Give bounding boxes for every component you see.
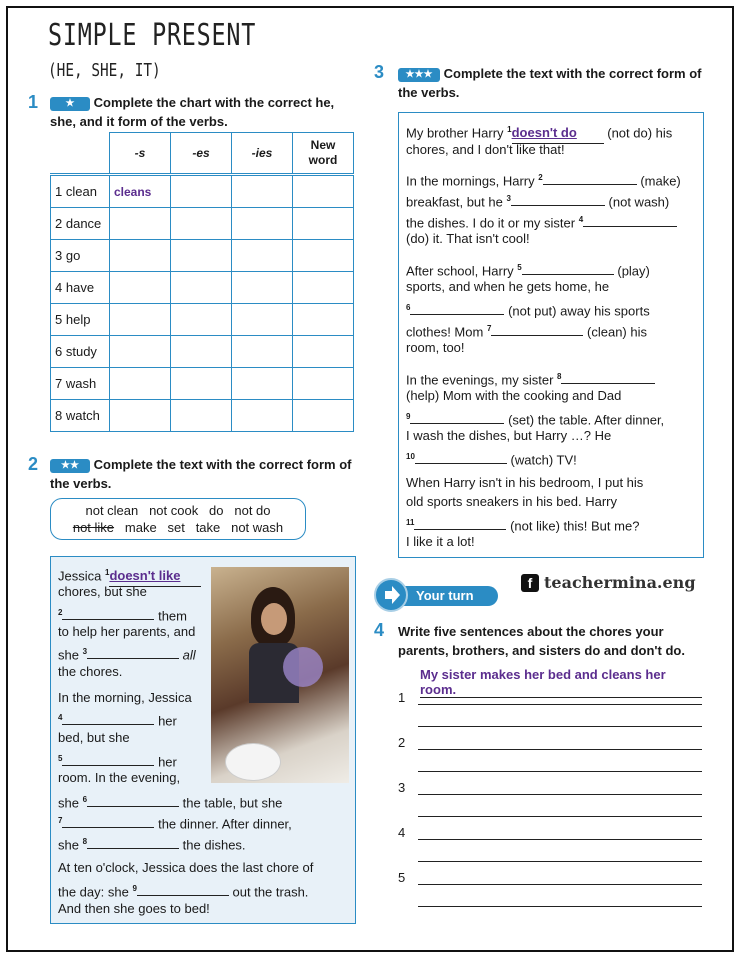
brand-watermark: teachermina.eng	[544, 573, 696, 592]
chart-answer-cell[interactable]	[293, 336, 354, 368]
ex4-line-number: 5	[398, 870, 406, 885]
chart-verb-cell	[51, 400, 110, 432]
word-box	[50, 498, 306, 540]
chart-answer-cell[interactable]	[110, 400, 171, 432]
ex3-text: My brother Harry	[406, 125, 504, 141]
ex4-example-answer: My sister makes her bed and cleans her room.	[420, 667, 702, 698]
ex3-line10: clothes! Mom $^7$ (clean) his	[406, 324, 647, 340]
chart-answer-cell[interactable]	[171, 336, 232, 368]
chart-answer-cell[interactable]	[110, 336, 171, 368]
ex3-text: (not like) this! But me?	[510, 518, 640, 534]
ex2-text: the day: she	[58, 884, 129, 900]
chart-answer-cell[interactable]	[232, 208, 293, 240]
ex4-writing-line[interactable]	[418, 839, 702, 840]
ex2-text: them	[158, 608, 187, 624]
ex2-line6: the chores.	[58, 664, 123, 679]
chart-row	[51, 400, 354, 432]
ex3-number: 3	[374, 62, 385, 82]
word-box-line2-wrap	[51, 519, 305, 536]
ex3-instruction-text: Complete the text with the correct form of the verbs.	[398, 66, 702, 100]
ex2-instruction-text: Complete the text with the correct form of the verbs.	[50, 457, 352, 491]
ex2-line10: $^5$ her	[58, 754, 177, 770]
ex2-line15: At ten o'clock, Jessica does the last chore of	[58, 860, 314, 875]
chart-row-number: 4	[55, 280, 63, 295]
ex3-blank-11[interactable]	[414, 529, 506, 530]
chart-answer-cell[interactable]	[232, 240, 293, 272]
ex3-example-answer: doesn't do	[512, 123, 604, 144]
ex4-writing-line[interactable]	[418, 884, 702, 885]
ex3-line8: sports, and when he gets home, he	[406, 279, 610, 294]
chart-answer-cell[interactable]	[171, 272, 232, 304]
ex3-line5: the dishes. I do it or my sister $^4$	[406, 210, 677, 233]
ex2-line16: the day: she $^9$ out the trash.	[58, 884, 309, 900]
chart-answer-cell[interactable]	[110, 272, 171, 304]
ex3-text: (make)	[640, 173, 681, 189]
ex4-instruction: Write five sentences about the chores your parents, brothers, and sisters do and don't do.	[398, 624, 685, 658]
chart-answer-cell[interactable]	[293, 272, 354, 304]
chart-answer-cell[interactable]	[232, 272, 293, 304]
ex3-text: the dishes. I do it or my sister	[406, 215, 576, 231]
chart-answer-cell[interactable]	[293, 368, 354, 400]
ex3-line3: In the mornings, Harry $^2$ (make)	[406, 173, 681, 189]
col-header-s: -s	[110, 133, 171, 174]
photo-plate-shape	[225, 743, 281, 781]
ex2-text: she	[58, 837, 79, 853]
ex2-line14: she $^8$ the dishes.	[58, 837, 246, 853]
ex3-stars: ★★★	[398, 68, 440, 82]
chart-row	[51, 368, 354, 400]
ex2-number: 2	[28, 454, 39, 474]
page-title: SIMPLE PRESENT	[48, 18, 257, 53]
ex3-blank-7[interactable]	[491, 335, 583, 336]
chart-answer-cell[interactable]	[110, 304, 171, 336]
chart-row-number: 6	[55, 344, 63, 359]
ex3-text: (not wash)	[608, 194, 670, 210]
ex4-line-number: 3	[398, 780, 406, 795]
ex2-example-answer: doesn't like	[109, 566, 201, 587]
ex2-text: the dishes.	[182, 837, 246, 853]
page-subtitle: (HE, SHE, IT)	[48, 60, 161, 81]
ex3-blank-5[interactable]	[522, 274, 614, 275]
your-turn-banner	[374, 578, 498, 612]
ex4-writing-line[interactable]	[418, 906, 702, 907]
ex4-writing-line[interactable]	[418, 749, 702, 750]
ex4-number: 4	[374, 620, 385, 640]
chart-verb-cell	[51, 304, 110, 336]
ex2-text: the dinner. After dinner,	[158, 816, 292, 832]
chart-answer-cell[interactable]	[293, 208, 354, 240]
chart-answer-cell[interactable]	[110, 208, 171, 240]
ex3-blank-9[interactable]	[410, 423, 504, 424]
ex3-text: breakfast, but he	[406, 194, 503, 210]
ex4-writing-line[interactable]	[418, 861, 702, 862]
chart-row-number: 5	[55, 312, 63, 327]
chart-answer-cell[interactable]	[171, 240, 232, 272]
chart-example-answer: cleans	[110, 176, 171, 208]
chart-row-number: 8	[55, 408, 63, 423]
ex2-instruction	[50, 455, 360, 493]
ex1-instruction	[50, 93, 350, 131]
chart-row-number: 7	[55, 376, 63, 391]
verb-chart-body	[50, 175, 354, 432]
ex3-text: After school, Harry	[406, 263, 514, 279]
col-header-new-word: New word	[293, 133, 354, 174]
chart-answer-cell[interactable]	[171, 176, 232, 208]
ex3-blank-2[interactable]	[543, 184, 637, 185]
chart-row	[51, 336, 354, 368]
ex3-line14: $^9$ (set) the table. After dinner,	[406, 412, 665, 428]
ex4-writing-line[interactable]	[418, 726, 702, 727]
word-box-line1: not clean not cook do not do	[85, 503, 271, 518]
ex3-text: In the mornings, Harry	[406, 173, 535, 189]
ex3-blank-3[interactable]	[511, 205, 605, 206]
ex2-text: her	[158, 754, 177, 770]
chart-verb-cell	[51, 240, 110, 272]
ex3-line18: old sports sneakers in his bed. Harry	[406, 494, 617, 509]
chart-verb: dance	[65, 216, 102, 231]
ex3-text: (watch) TV!	[510, 452, 577, 468]
ex3-line16: $^{10}$ (watch) TV!	[406, 452, 577, 468]
ex2-line17: And then she goes to bed!	[58, 901, 210, 916]
ex3-text: In the evenings, my sister	[406, 372, 554, 388]
ex2-line11: room. In the evening,	[58, 770, 181, 785]
ex2-text: the table, but she	[182, 795, 283, 811]
ex2-line9: bed, but she	[58, 730, 130, 745]
ex3-text: (not do) his	[607, 125, 673, 141]
chart-answer-cell[interactable]	[232, 400, 293, 432]
ex4-writing-line[interactable]	[418, 794, 702, 795]
ex4-line-number: 2	[398, 735, 406, 750]
ex3-text: (not put) away his sports	[508, 303, 650, 319]
ex2-text: all	[182, 647, 196, 663]
ex3-text: clothes! Mom	[406, 324, 484, 340]
girl-setting-table-photo	[211, 567, 349, 783]
chart-row-number: 3	[55, 248, 63, 263]
ex3-line13: (help) Mom with the cooking and Dad	[406, 388, 622, 403]
ex2-text: Jessica	[58, 568, 102, 584]
ex2-blank-6[interactable]	[87, 806, 179, 807]
ex3-blank-8[interactable]	[561, 383, 655, 384]
ex2-line13: $^7$ the dinner. After dinner,	[58, 816, 292, 832]
ex3-instruction	[398, 64, 708, 102]
ex3-line4: breakfast, but he $^3$ (not wash)	[406, 194, 670, 210]
chart-verb: watch	[65, 408, 100, 423]
ex1-stars: ★	[50, 97, 90, 111]
ex2-blank-8[interactable]	[87, 848, 179, 849]
ex3-line20: I like it a lot!	[406, 534, 475, 549]
chart-answer-cell[interactable]	[171, 368, 232, 400]
arrow-right-icon	[374, 578, 408, 612]
ex2-blank-3[interactable]	[87, 658, 179, 659]
chart-row	[51, 176, 354, 208]
chart-row	[51, 272, 354, 304]
ex2-blank-4[interactable]	[62, 724, 154, 725]
chart-row	[51, 304, 354, 336]
ex1-number: 1	[28, 92, 39, 112]
ex3-line17: When Harry isn't in his bedroom, I put his	[406, 475, 644, 490]
ex2-blank-2[interactable]	[62, 619, 154, 620]
chart-answer-cell[interactable]	[293, 176, 354, 208]
chart-answer-cell[interactable]	[232, 176, 293, 208]
ex3-text: (play)	[617, 263, 650, 279]
ex3-line12: In the evenings, my sister $^8$	[406, 367, 655, 390]
ex4-writing-line[interactable]	[418, 816, 702, 817]
ex3-blank-4[interactable]	[583, 226, 677, 227]
ex2-blank-5[interactable]	[62, 765, 154, 766]
word-box-line2: make set take not wash	[124, 520, 284, 535]
chart-verb-cell	[51, 208, 110, 240]
photo-face-shape	[261, 603, 287, 635]
chart-verb: clean	[65, 184, 97, 199]
facebook-icon: f	[521, 574, 539, 592]
ex3-line15: I wash the dishes, but Harry …? He	[406, 428, 612, 443]
col-header-ies: -ies	[232, 133, 293, 174]
your-turn-label: Your turn	[402, 586, 498, 606]
chart-verb-cell	[51, 368, 110, 400]
chart-answer-cell[interactable]	[232, 304, 293, 336]
chart-verb-cell	[51, 272, 110, 304]
chart-answer-cell[interactable]	[232, 336, 293, 368]
ex2-line4: to help her parents, and	[58, 624, 196, 639]
ex3-line19: $^{11}$ (not like) this! But me?	[406, 518, 640, 534]
chart-verb: study	[65, 344, 97, 359]
chart-row-number: 1	[55, 184, 63, 199]
chart-answer-cell[interactable]	[171, 400, 232, 432]
chart-answer-cell[interactable]	[110, 368, 171, 400]
col-header-es: -es	[171, 133, 232, 174]
chart-verb: help	[65, 312, 91, 327]
ex3-line6: (do) it. That isn't cool!	[406, 231, 530, 246]
ex4-writing-line[interactable]	[418, 704, 702, 705]
photo-flowers-shape	[283, 647, 323, 687]
ex3-line9: $^6$ (not put) away his sports	[406, 303, 650, 319]
ex3-blank-10[interactable]	[415, 463, 507, 464]
chart-row-number: 2	[55, 216, 63, 231]
verb-chart	[50, 132, 354, 174]
chart-row	[51, 240, 354, 272]
chart-verb: go	[65, 248, 81, 263]
chart-answer-cell[interactable]	[293, 400, 354, 432]
ex2-text: out the trash.	[232, 884, 309, 900]
blank-number: 1	[104, 568, 110, 577]
ex2-line2: chores, but she	[58, 584, 147, 599]
ex2-line7: In the morning, Jessica	[58, 690, 192, 705]
ex2-text: her	[158, 713, 177, 729]
ex2-stars: ★★	[50, 459, 90, 473]
chart-row	[51, 208, 354, 240]
ex2-line8: $^4$ her	[58, 713, 177, 729]
chart-verb-cell	[51, 336, 110, 368]
ex3-text: (set) the table. After dinner,	[508, 412, 665, 428]
ex3-line2: chores, and I don't like that!	[406, 142, 565, 157]
word-box-struck: not like	[72, 520, 115, 535]
chart-answer-cell[interactable]	[293, 304, 354, 336]
ex2-text: she	[58, 795, 79, 811]
chart-answer-cell[interactable]	[293, 240, 354, 272]
chart-answer-cell[interactable]	[232, 368, 293, 400]
ex2-text: she	[58, 647, 79, 663]
chart-verb-cell	[51, 176, 110, 208]
chart-answer-cell[interactable]	[171, 304, 232, 336]
ex1-instruction-text: Complete the chart with the correct he, she, and it form of the verbs.	[50, 95, 335, 129]
ex4-writing-line[interactable]	[418, 771, 702, 772]
chart-answer-cell[interactable]	[171, 208, 232, 240]
ex3-text: (clean) his	[587, 324, 647, 340]
chart-verb: wash	[65, 376, 97, 391]
ex2-blank-9[interactable]	[137, 895, 229, 896]
ex2-blank-7[interactable]	[62, 827, 154, 828]
ex3-blank-6[interactable]	[410, 314, 504, 315]
ex3-line7: After school, Harry $^5$ (play)	[406, 263, 650, 279]
ex2-line3: $^2$ them	[58, 608, 187, 624]
chart-verb: have	[65, 280, 95, 295]
ex4-line-number: 4	[398, 825, 406, 840]
ex4-line-number: 1	[398, 690, 406, 705]
ex3-line1: My brother Harry $^1$doesn't do (not do) his	[406, 120, 672, 144]
ex3-line11: room, too!	[406, 340, 465, 355]
ex2-line12: she $^6$ the table, but she	[58, 795, 283, 811]
chart-answer-cell[interactable]	[110, 240, 171, 272]
ex2-line5: she $^3$ all	[58, 647, 196, 663]
